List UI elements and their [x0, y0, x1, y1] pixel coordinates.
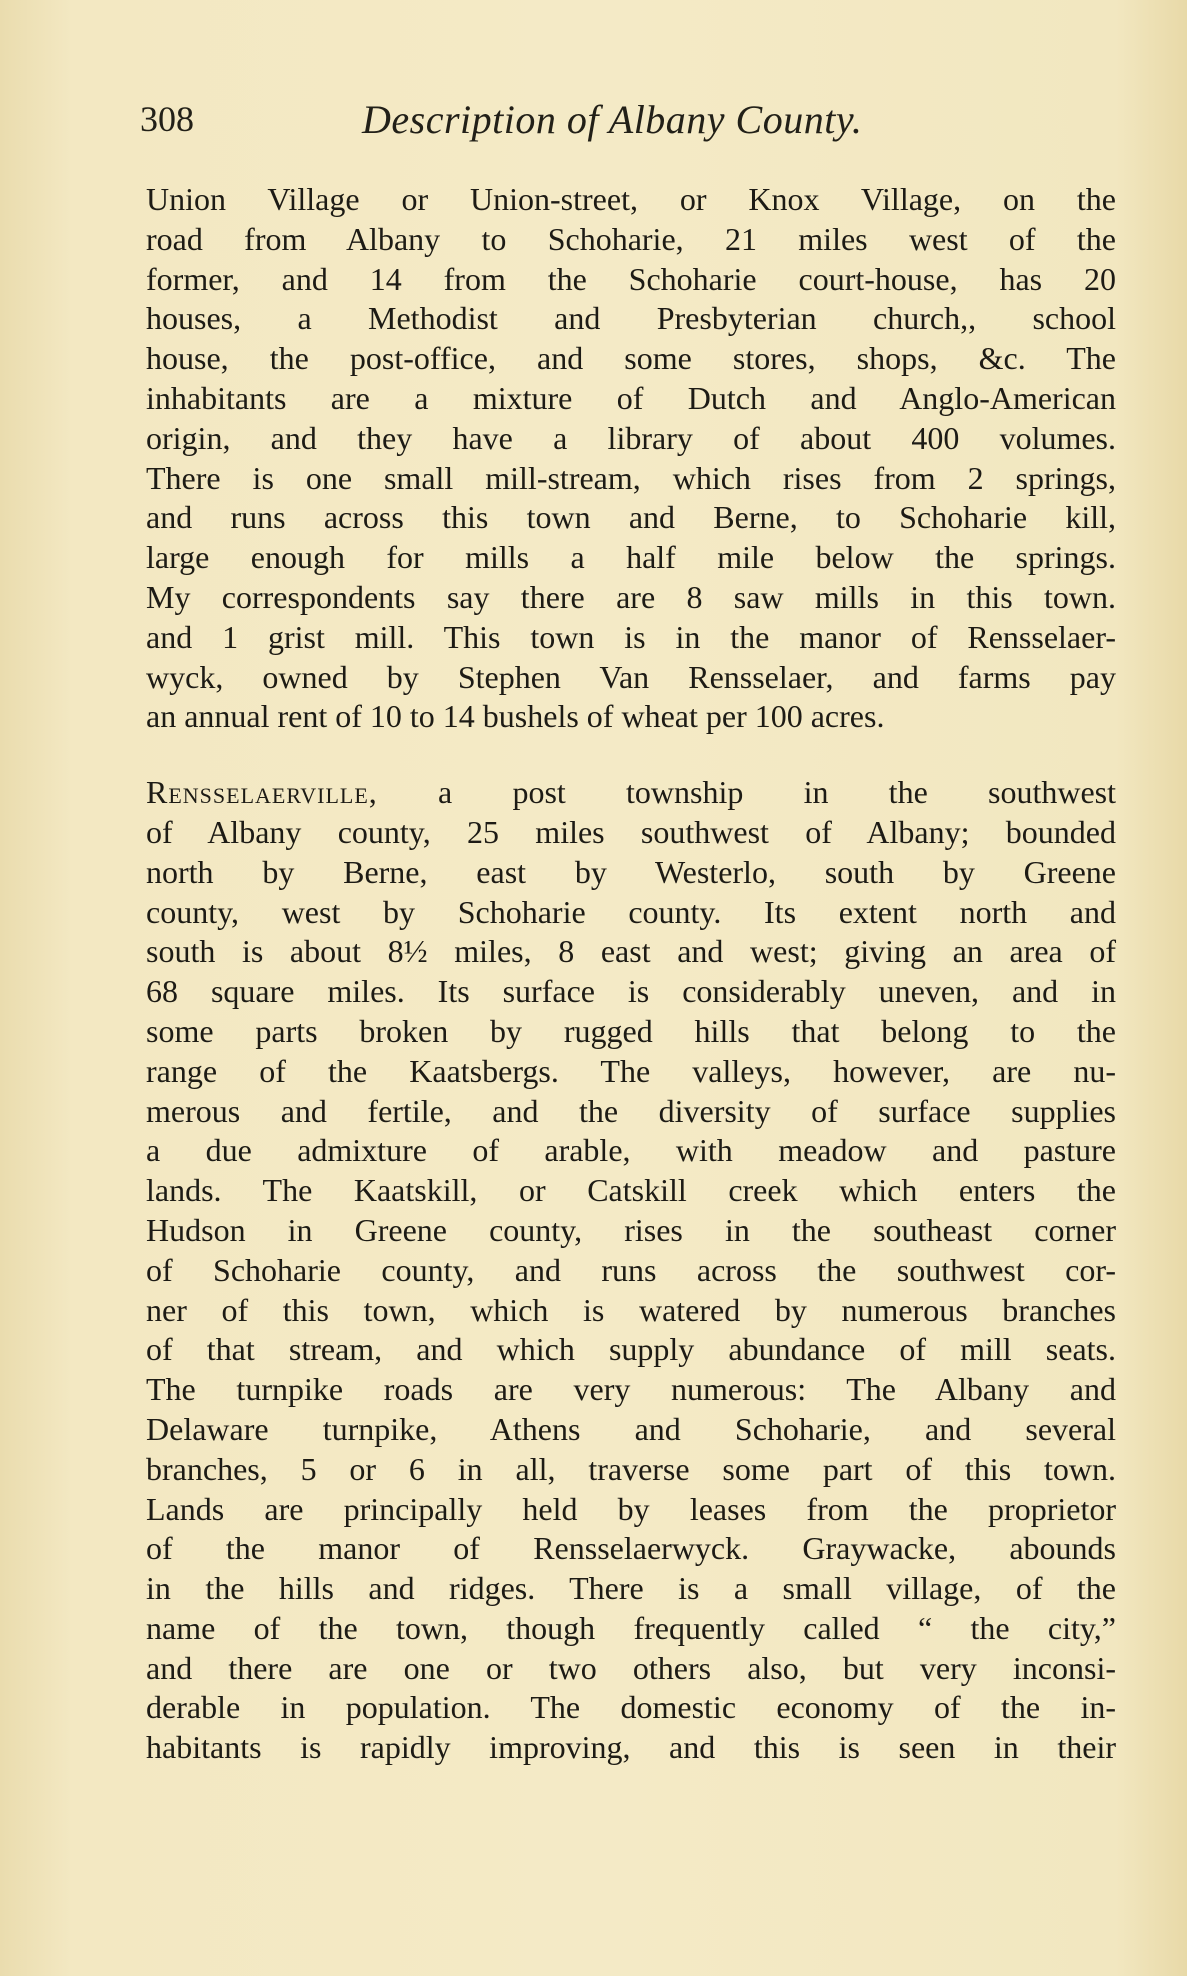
text-line: name of the town, though frequently called “ the city,” — [146, 1609, 1116, 1646]
text-line: an annual rent of 10 to 14 bushels of wheat per 100 acres. — [146, 698, 885, 735]
text-line: branches, 5 or 6 in all, traverse some part of this town. — [146, 1450, 1116, 1487]
text-line: inhabitants are a mixture of Dutch and Anglo-American — [146, 379, 1116, 416]
text-line: and runs across this town and Berne, to Schoharie kill, — [146, 499, 1116, 536]
text-line: of Albany county, 25 miles southwest of Albany; bounded — [146, 813, 1116, 850]
text-line: a due admixture of arable, with meadow and pasture — [146, 1132, 1116, 1169]
text-line: There is one small mill-stream, which rises from 2 springs, — [146, 459, 1116, 496]
text-line: house, the post-office, and some stores, shops, &c. The — [146, 340, 1116, 377]
paragraph-gap — [146, 737, 1116, 773]
text-line: in the hills and ridges. There is a small village, of the — [146, 1570, 1116, 1607]
paragraph-rensselaerville — [146, 773, 1116, 1768]
text-line: ner of this town, which is watered by numerous branches — [146, 1291, 1116, 1328]
text-line: houses, a Methodist and Presbyterian church,, school — [146, 300, 1116, 337]
text-line: My correspondents say there are 8 saw mills in this town. — [146, 578, 1116, 615]
text-line — [146, 773, 1116, 813]
paragraph-union-village — [146, 180, 1116, 737]
lead-word: Rensselaerville, — [146, 774, 378, 811]
text-line: habitants is rapidly improving, and this is seen in their — [146, 1729, 1116, 1766]
text-line: The turnpike roads are very numerous: The Albany and — [146, 1371, 1116, 1408]
text-line: of the manor of Rensselaerwyck. Graywacke, abounds — [146, 1530, 1116, 1567]
text-line: road from Albany to Schoharie, 21 miles west of the — [146, 220, 1116, 257]
text-line: origin, and they have a library of about 400 volumes. — [146, 419, 1116, 456]
text-line: north by Berne, east by Westerlo, south by Greene — [146, 853, 1116, 890]
text-line: and there are one or two others also, but very inconsi- — [146, 1649, 1116, 1686]
text-line: and 1 grist mill. This town is in the manor of Rensselaer- — [146, 618, 1116, 655]
text-line: former, and 14 from the Schoharie court-house, has 20 — [146, 260, 1116, 297]
text-line: Union Village or Union-street, or Knox Village, on the — [146, 181, 1116, 217]
text-line: merous and fertile, and the diversity of surface supplies — [146, 1092, 1116, 1129]
running-title: Description of Albany County. — [362, 97, 863, 142]
text-line: Lands are principally held by leases from the proprietor — [146, 1490, 1116, 1527]
page-number: 308 — [140, 99, 194, 139]
text-line: south is about 8½ miles, 8 east and west; giving an area of — [146, 933, 1116, 970]
body-text — [146, 180, 1116, 1768]
text-line: lands. The Kaatskill, or Catskill creek which enters the — [146, 1172, 1116, 1209]
lead-line-rest: a post township in the southwest — [377, 774, 1116, 811]
text-line: range of the Kaatsbergs. The valleys, however, are nu- — [146, 1052, 1116, 1089]
text-line: Hudson in Greene county, rises in the southeast corner — [146, 1211, 1116, 1248]
text-line: wyck, owned by Stephen Van Rensselaer, and farms pay — [146, 658, 1116, 695]
text-line: 68 square miles. Its surface is considerably uneven, and in — [146, 973, 1116, 1010]
text-line: Delaware turnpike, Athens and Schoharie, and several — [146, 1410, 1116, 1447]
text-line: large enough for mills a half mile below the springs. — [146, 539, 1116, 576]
text-line: some parts broken by rugged hills that belong to the — [146, 1012, 1116, 1049]
page-header — [140, 92, 1130, 152]
text-line: of that stream, and which supply abundance of mill seats. — [146, 1331, 1116, 1368]
text-line: of Schoharie county, and runs across the southwest cor- — [146, 1251, 1116, 1288]
text-line: derable in population. The domestic economy of the in- — [146, 1689, 1116, 1726]
text-line: county, west by Schoharie county. Its extent north and — [146, 893, 1116, 930]
